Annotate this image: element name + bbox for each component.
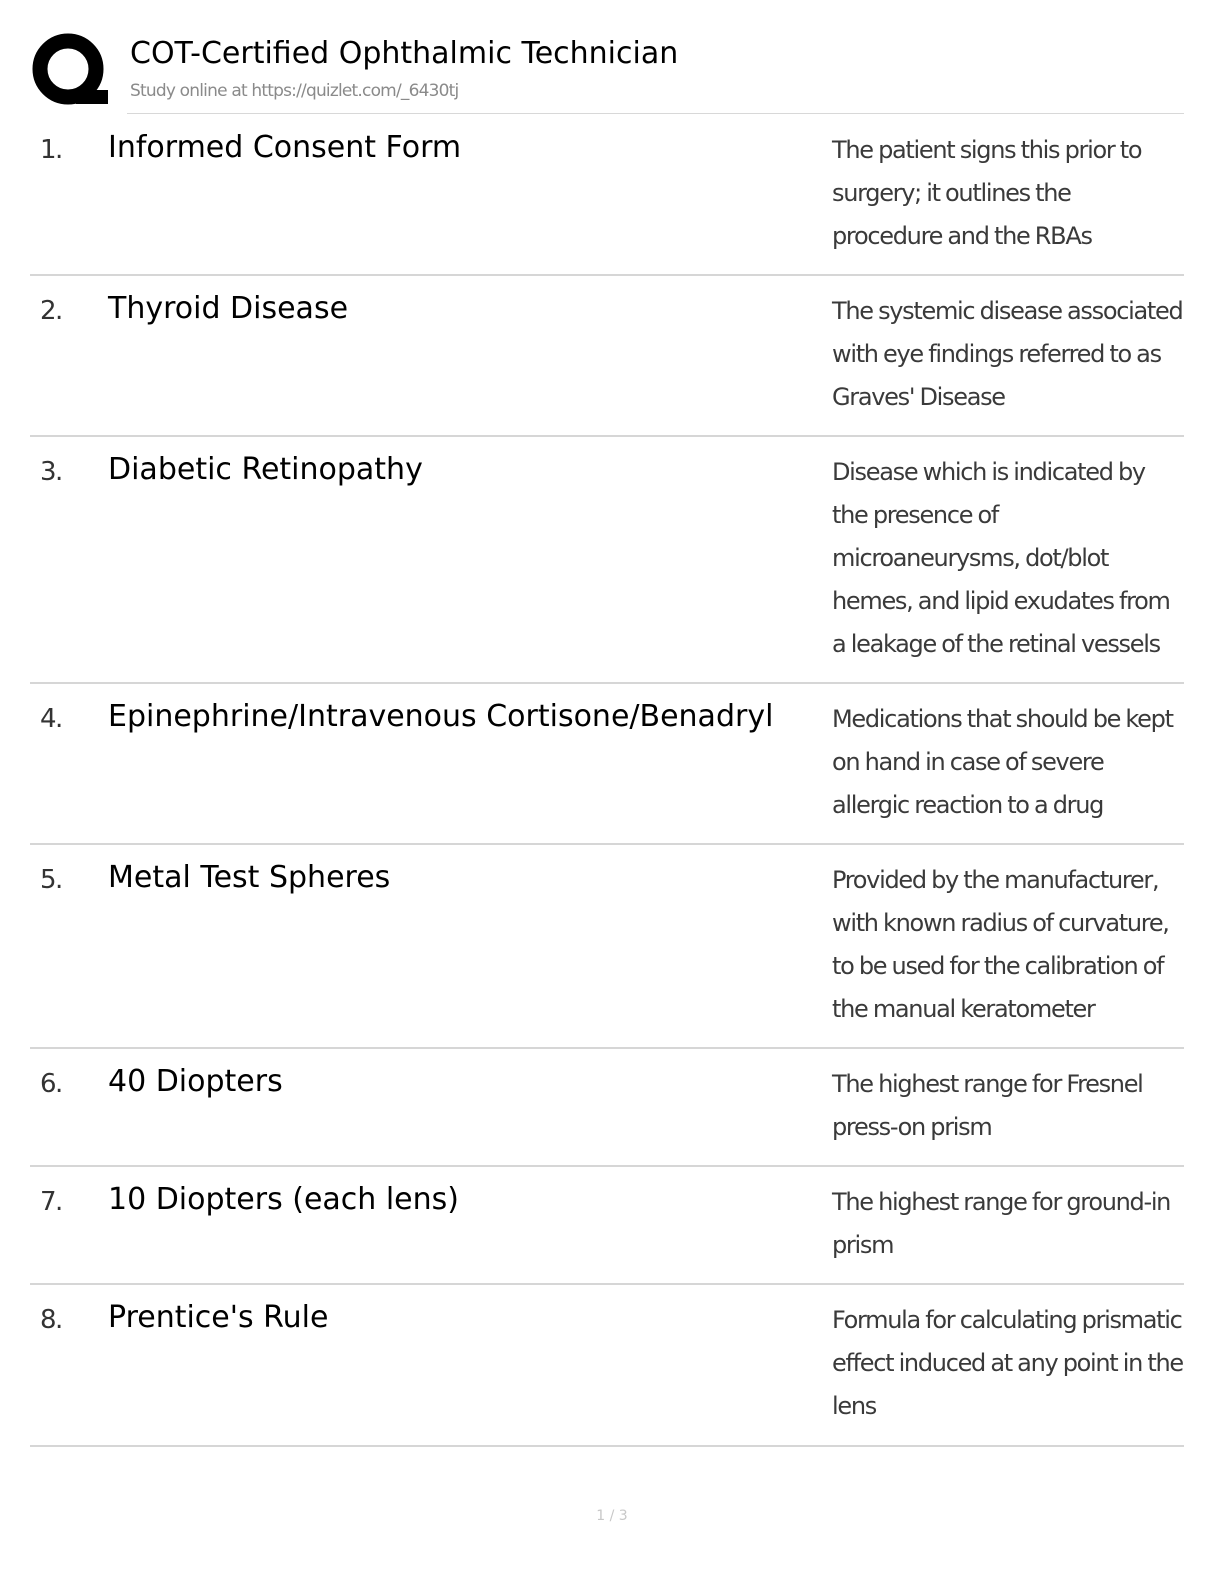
flashcard-row — [30, 276, 1184, 437]
card-number: 7. — [40, 1187, 62, 1217]
page-indicator: 1 / 3 — [596, 1508, 628, 1524]
header-divider — [127, 113, 1184, 114]
card-term: Thyroid Disease — [108, 291, 349, 326]
card-number: 3. — [40, 457, 62, 487]
card-term: 40 Diopters — [108, 1064, 283, 1099]
card-definition: The highest range for ground-in prism — [832, 1188, 1171, 1259]
flashcard-row — [30, 684, 1184, 845]
card-definition: Provided by the manufacturer, with known radius of curvature, to be used for the calibration of the manual keratometer — [832, 866, 1169, 1023]
card-definition: Medications that should be kept on hand in case of severe allergic reaction to a drug — [832, 705, 1173, 819]
flashcard-list — [30, 115, 1184, 1447]
flashcard-row — [30, 1049, 1184, 1167]
flashcard-row — [30, 1167, 1184, 1285]
card-term: Epinephrine/Intravenous Cortisone/Benadryl — [108, 699, 774, 734]
flashcard-row — [30, 115, 1184, 276]
card-definition: Disease which is indicated by the presence of microaneurysms, dot/blot hemes, and lipid exudates from a leakage of the retinal vessels — [832, 458, 1170, 658]
card-definition: The highest range for Fresnel press-on prism — [832, 1070, 1143, 1141]
card-number: 5. — [40, 865, 62, 895]
card-number: 8. — [40, 1305, 62, 1335]
flashcard-row — [30, 845, 1184, 1049]
card-term: Prentice's Rule — [108, 1300, 329, 1335]
card-number: 1. — [40, 135, 62, 165]
flashcard-row — [30, 437, 1184, 684]
card-term: Metal Test Spheres — [108, 860, 391, 895]
card-term: Diabetic Retinopathy — [108, 452, 423, 487]
card-number: 2. — [40, 296, 62, 326]
document-header — [30, 28, 1184, 114]
quizlet-q-logo-icon — [32, 32, 108, 108]
card-definition: The systemic disease associated with eye findings referred to as Graves' Disease — [832, 297, 1183, 411]
flashcard-row — [30, 1285, 1184, 1447]
card-number: 6. — [40, 1069, 62, 1099]
card-definition: The patient signs this prior to surgery; it outlines the procedure and the RBAs — [832, 136, 1142, 250]
card-number: 4. — [40, 704, 62, 734]
card-term: Informed Consent Form — [108, 130, 462, 165]
document-title: COT-Certified Ophthalmic Technician — [130, 36, 679, 71]
card-definition: Formula for calculating prismatic effect induced at any point in the lens — [832, 1306, 1183, 1420]
card-term: 10 Diopters (each lens) — [108, 1182, 459, 1217]
study-online-link[interactable]: Study online at https://quizlet.com/_6430tj — [130, 81, 459, 101]
